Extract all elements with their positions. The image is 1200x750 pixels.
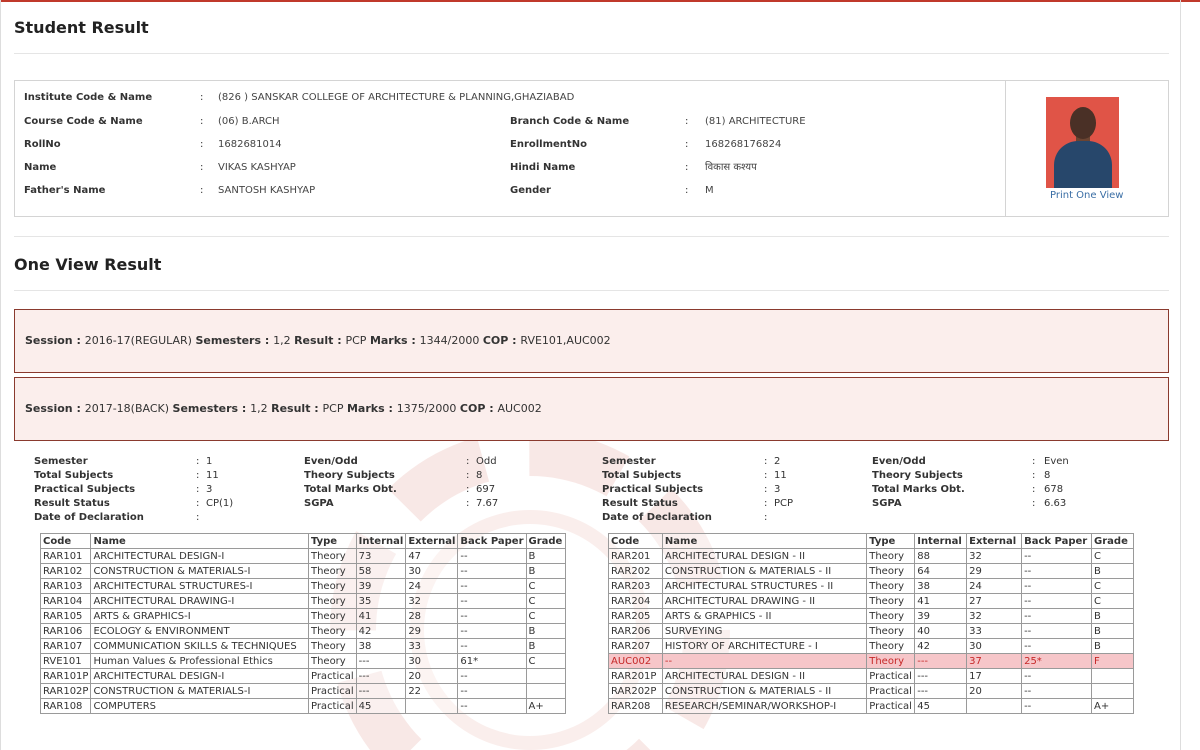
table-cell: 27 <box>967 594 1022 609</box>
table-row <box>41 684 566 699</box>
table-cell: RAR101P <box>41 669 91 684</box>
semester-2-summary: Semester : 2 Total Subjects : 11 Practical Subjects : 3 Result Status : PCP Date of Declaration : Even/Odd : Even Theory Subjects : 8 Total Marks Obt. : 678 SGPA : 6.63 <box>602 456 1069 523</box>
hindi-name-value: विकास कश्यप <box>705 162 757 173</box>
column-header: Code <box>609 534 663 549</box>
table-cell: 22 <box>406 684 458 699</box>
table-cell: RAR208 <box>609 699 663 714</box>
table-cell: --- <box>915 654 967 669</box>
name-value: VIKAS KASHYAP <box>218 162 296 173</box>
table-cell: 25* <box>1022 654 1092 669</box>
table-cell: B <box>526 564 565 579</box>
table-header-row <box>41 534 566 549</box>
column-header: Name <box>91 534 309 549</box>
table-cell: RAR203 <box>609 579 663 594</box>
column-header: Grade <box>526 534 565 549</box>
table-cell: 47 <box>406 549 458 564</box>
table-cell: Theory <box>867 609 915 624</box>
table-cell: 32 <box>967 609 1022 624</box>
table-cell: --- <box>915 669 967 684</box>
semester-1-summary: Semester : 1 Total Subjects : 11 Practical Subjects : 3 Result Status : CP(1) Date of Declaration : Even/Odd : Odd Theory Subjects : 8 Total Marks Obt. : 697 SGPA : 7.67 <box>34 456 499 523</box>
table-cell: -- <box>1022 564 1092 579</box>
table-row <box>41 564 566 579</box>
table-cell <box>406 699 458 714</box>
table-cell: 28 <box>406 609 458 624</box>
table-cell: F <box>1092 654 1134 669</box>
table-header-row <box>609 534 1134 549</box>
father-label: Father's Name <box>24 185 106 196</box>
table-cell: C <box>526 579 565 594</box>
table-cell: CONSTRUCTION & MATERIALS-I <box>91 684 309 699</box>
table-cell: 24 <box>406 579 458 594</box>
institute-label: Institute Code & Name <box>24 92 153 103</box>
table-cell: 42 <box>356 624 406 639</box>
table-row <box>609 564 1134 579</box>
table-cell: Theory <box>308 639 356 654</box>
table-cell: ARCHITECTURAL STRUCTURES - II <box>662 579 866 594</box>
roll-label: RollNo <box>24 139 61 150</box>
table-cell: ARCHITECTURAL DRAWING - II <box>662 594 866 609</box>
table-cell: Practical <box>867 699 915 714</box>
table-cell: 29 <box>967 564 1022 579</box>
photo-column-divider <box>1005 81 1006 216</box>
table-cell: 32 <box>967 549 1022 564</box>
column-header: Internal <box>356 534 406 549</box>
table-cell: B <box>1092 609 1134 624</box>
table-cell: --- <box>915 684 967 699</box>
table-cell: Theory <box>308 564 356 579</box>
table-row <box>41 624 566 639</box>
table-cell: RESEARCH/SEMINAR/WORKSHOP-I <box>662 699 866 714</box>
table-row <box>609 669 1134 684</box>
table-cell: B <box>1092 564 1134 579</box>
table-cell: COMPUTERS <box>91 699 309 714</box>
table-cell: -- <box>458 684 526 699</box>
table-cell: Theory <box>308 594 356 609</box>
table-cell: 39 <box>915 609 967 624</box>
enrollment-value: 168268176824 <box>705 139 782 150</box>
table-cell <box>526 684 565 699</box>
table-cell <box>967 699 1022 714</box>
divider <box>14 53 1169 54</box>
table-cell: RAR106 <box>41 624 91 639</box>
column-header: Internal <box>915 534 967 549</box>
table-cell: RAR205 <box>609 609 663 624</box>
table-row <box>609 579 1134 594</box>
table-cell: 20 <box>406 669 458 684</box>
table-cell: 41 <box>915 594 967 609</box>
column-header: Type <box>867 534 915 549</box>
section-title: One View Result <box>14 255 162 274</box>
table-row <box>609 624 1134 639</box>
table-cell: -- <box>458 639 526 654</box>
enrollment-label: EnrollmentNo <box>510 139 587 150</box>
table-row <box>609 594 1134 609</box>
table-cell: B <box>1092 639 1134 654</box>
column-header: External <box>967 534 1022 549</box>
table-cell: Theory <box>308 624 356 639</box>
table-cell: -- <box>458 594 526 609</box>
table-cell: 38 <box>915 579 967 594</box>
table-cell: --- <box>356 684 406 699</box>
table-cell: ARTS & GRAPHICS-I <box>91 609 309 624</box>
table-cell: -- <box>458 669 526 684</box>
table-cell: C <box>526 594 565 609</box>
table-cell: C <box>1092 549 1134 564</box>
table-cell: RAR107 <box>41 639 91 654</box>
table-cell: Theory <box>867 579 915 594</box>
table-cell: RAR204 <box>609 594 663 609</box>
table-cell: Theory <box>867 654 915 669</box>
table-cell: Theory <box>308 549 356 564</box>
table-cell: Practical <box>308 699 356 714</box>
divider <box>14 290 1169 291</box>
table-cell: COMMUNICATION SKILLS & TECHNIQUES <box>91 639 309 654</box>
table-cell: -- <box>1022 684 1092 699</box>
semester-2-marks-table <box>608 533 1134 714</box>
table-cell <box>1092 669 1134 684</box>
session-banner-2017-18: Session : 2017-18(BACK) Semesters : 1,2 Result : PCP Marks : 1375/2000 COP : AUC002 <box>14 377 1169 441</box>
table-cell: B <box>526 624 565 639</box>
student-info-panel: Institute Code & Name : (826 ) SANSKAR COLLEGE OF ARCHITECTURE & PLANNING,GHAZIABAD Course Code & Name : (06) B.ARCH Branch Code & Name : (81) ARCHITECTURE RollNo : 1682681014 EnrollmentNo : 168268176824 Name : VIKAS KASHYAP Hindi Name : विकास कश्यप Father's Name : SANTOSH KASHYAP Gender : M <box>14 80 1169 217</box>
table-cell: 37 <box>967 654 1022 669</box>
table-cell: RVE101 <box>41 654 91 669</box>
table-cell: 33 <box>406 639 458 654</box>
column-header: Back Paper <box>458 534 526 549</box>
course-value: (06) B.ARCH <box>218 116 280 127</box>
table-row <box>41 639 566 654</box>
table-cell: HISTORY OF ARCHITECTURE - I <box>662 639 866 654</box>
table-cell: 33 <box>967 624 1022 639</box>
table-cell: RAR101 <box>41 549 91 564</box>
hindi-name-label: Hindi Name <box>510 162 576 173</box>
table-cell: Human Values & Professional Ethics <box>91 654 309 669</box>
table-cell: 30 <box>406 654 458 669</box>
table-cell: 39 <box>356 579 406 594</box>
father-value: SANTOSH KASHYAP <box>218 185 316 196</box>
session-banner-2016-17: Session : 2016-17(REGULAR) Semesters : 1,2 Result : PCP Marks : 1344/2000 COP : RVE101,AUC002 <box>14 309 1169 373</box>
table-cell: ARCHITECTURAL DESIGN-I <box>91 549 309 564</box>
table-cell: 32 <box>406 594 458 609</box>
table-cell: Theory <box>867 549 915 564</box>
table-cell: Practical <box>308 669 356 684</box>
table-cell: 64 <box>915 564 967 579</box>
table-cell: -- <box>1022 609 1092 624</box>
table-cell: SURVEYING <box>662 624 866 639</box>
table-row <box>609 654 1134 669</box>
table-cell: 61* <box>458 654 526 669</box>
gender-value: M <box>705 185 714 196</box>
student-photo <box>1046 97 1119 188</box>
table-row <box>41 579 566 594</box>
table-cell: 58 <box>356 564 406 579</box>
table-cell: -- <box>1022 549 1092 564</box>
table-cell: -- <box>1022 669 1092 684</box>
table-cell: -- <box>458 624 526 639</box>
table-cell: B <box>526 639 565 654</box>
column-header: Type <box>308 534 356 549</box>
table-cell: -- <box>458 609 526 624</box>
table-cell: Theory <box>308 579 356 594</box>
table-cell: RAR201P <box>609 669 663 684</box>
table-cell: RAR105 <box>41 609 91 624</box>
table-row <box>41 654 566 669</box>
table-cell: A+ <box>526 699 565 714</box>
table-cell: ARCHITECTURAL DESIGN - II <box>662 549 866 564</box>
table-cell: CONSTRUCTION & MATERIALS - II <box>662 564 866 579</box>
table-cell: Theory <box>867 624 915 639</box>
table-cell: Theory <box>867 564 915 579</box>
table-cell: 73 <box>356 549 406 564</box>
table-cell: RAR207 <box>609 639 663 654</box>
table-cell: C <box>1092 579 1134 594</box>
table-row <box>609 639 1134 654</box>
table-cell: ARCHITECTURAL STRUCTURES-I <box>91 579 309 594</box>
table-cell: 38 <box>356 639 406 654</box>
table-cell: Theory <box>308 609 356 624</box>
table-cell: RAR201 <box>609 549 663 564</box>
table-cell: --- <box>356 669 406 684</box>
table-cell: ARCHITECTURAL DESIGN-I <box>91 669 309 684</box>
table-cell: A+ <box>1092 699 1134 714</box>
table-cell: RAR102P <box>41 684 91 699</box>
table-cell: -- <box>1022 699 1092 714</box>
table-cell: RAR202 <box>609 564 663 579</box>
table-cell: Practical <box>308 684 356 699</box>
table-cell: 45 <box>356 699 406 714</box>
table-cell: 42 <box>915 639 967 654</box>
table-row <box>609 684 1134 699</box>
table-cell: B <box>1092 624 1134 639</box>
table-cell: RAR102 <box>41 564 91 579</box>
table-row <box>41 609 566 624</box>
table-cell: 45 <box>915 699 967 714</box>
print-one-view-link[interactable]: Print One View <box>1050 190 1124 201</box>
column-header: Grade <box>1092 534 1134 549</box>
branch-value: (81) ARCHITECTURE <box>705 116 806 127</box>
table-cell: ARCHITECTURAL DRAWING-I <box>91 594 309 609</box>
table-row <box>41 549 566 564</box>
course-label: Course Code & Name <box>24 116 143 127</box>
table-cell: 24 <box>967 579 1022 594</box>
table-cell: 40 <box>915 624 967 639</box>
table-cell: ARCHITECTURAL DESIGN - II <box>662 669 866 684</box>
table-cell: -- <box>1022 624 1092 639</box>
table-cell: -- <box>1022 594 1092 609</box>
table-row <box>609 609 1134 624</box>
table-cell: -- <box>1022 579 1092 594</box>
table-cell: C <box>1092 594 1134 609</box>
table-cell <box>1092 684 1134 699</box>
page-title: Student Result <box>14 18 149 37</box>
table-cell: 30 <box>406 564 458 579</box>
column-header: External <box>406 534 458 549</box>
table-cell: 41 <box>356 609 406 624</box>
table-cell: Practical <box>867 684 915 699</box>
table-cell: -- <box>662 654 866 669</box>
table-cell: 29 <box>406 624 458 639</box>
column-header: Code <box>41 534 91 549</box>
table-cell: Theory <box>867 594 915 609</box>
table-cell: -- <box>458 564 526 579</box>
table-cell: C <box>526 609 565 624</box>
table-cell: 88 <box>915 549 967 564</box>
table-cell <box>526 669 565 684</box>
column-header: Name <box>662 534 866 549</box>
table-cell: 17 <box>967 669 1022 684</box>
table-cell: 35 <box>356 594 406 609</box>
roll-value: 1682681014 <box>218 139 282 150</box>
table-row <box>609 549 1134 564</box>
table-cell: Theory <box>308 654 356 669</box>
name-label: Name <box>24 162 57 173</box>
table-cell: ARTS & GRAPHICS - II <box>662 609 866 624</box>
branch-label: Branch Code & Name <box>510 116 630 127</box>
table-cell: -- <box>458 699 526 714</box>
gender-label: Gender <box>510 185 551 196</box>
table-cell: --- <box>356 654 406 669</box>
table-cell: -- <box>458 549 526 564</box>
table-cell: CONSTRUCTION & MATERIALS - II <box>662 684 866 699</box>
table-cell: AUC002 <box>609 654 663 669</box>
table-cell: B <box>526 549 565 564</box>
table-cell: CONSTRUCTION & MATERIALS-I <box>91 564 309 579</box>
table-cell: -- <box>1022 639 1092 654</box>
divider <box>14 236 1169 237</box>
table-cell: C <box>526 654 565 669</box>
table-cell: ECOLOGY & ENVIRONMENT <box>91 624 309 639</box>
institute-value: (826 ) SANSKAR COLLEGE OF ARCHITECTURE & PLANNING,GHAZIABAD <box>218 92 575 103</box>
table-row <box>609 699 1134 714</box>
table-cell: RAR103 <box>41 579 91 594</box>
table-cell: Theory <box>867 639 915 654</box>
table-row <box>41 669 566 684</box>
table-cell: 20 <box>967 684 1022 699</box>
table-cell: RAR202P <box>609 684 663 699</box>
table-cell: -- <box>458 579 526 594</box>
semester-1-marks-table <box>40 533 566 714</box>
column-header: Back Paper <box>1022 534 1092 549</box>
table-cell: RAR104 <box>41 594 91 609</box>
table-cell: RAR206 <box>609 624 663 639</box>
table-cell: Practical <box>867 669 915 684</box>
table-cell: RAR108 <box>41 699 91 714</box>
table-row <box>41 594 566 609</box>
table-cell: 30 <box>967 639 1022 654</box>
table-row <box>41 699 566 714</box>
